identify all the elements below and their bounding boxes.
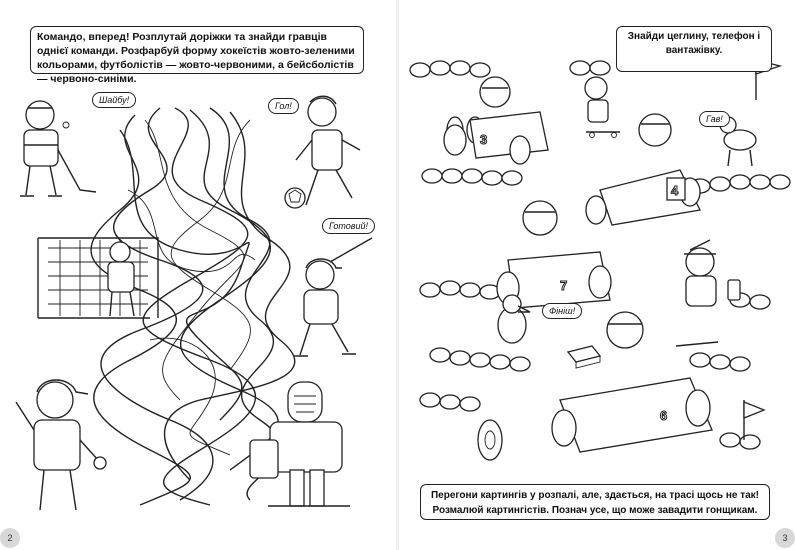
hockey-goal xyxy=(38,238,158,318)
speech-bubble-gotoviy: Готовий! xyxy=(322,218,375,234)
finish-flag xyxy=(744,60,780,440)
kart-7-number: 7 xyxy=(560,278,568,293)
skateboard-kid-right xyxy=(676,240,740,346)
page-number-left: 2 xyxy=(0,528,20,548)
soccer-player xyxy=(285,96,360,208)
speech-bubble-finish: Фініш! xyxy=(542,303,582,319)
left-instructions-text: Командо, вперед! Розплутай доріжки та знайди гравців однієї команди. Розфарбуй форму хокеїстів жовто-зеленими кольорами, футболістів — жовто-червоними, а бейсболістів — червоно-синіми. xyxy=(37,31,355,85)
race-instructions-text: Перегони картингів у розпалі, але, здається, на трасі щось не так! Розмалюй картингістів. Познач усе, що може завадити гонщикам. xyxy=(430,490,760,516)
speech-bubble-gav: Гав! xyxy=(699,111,730,127)
hockey-goalie-bottom xyxy=(250,382,350,506)
brick xyxy=(568,346,600,368)
kart-4 xyxy=(586,114,700,225)
speech-bubble-gol: Гол! xyxy=(268,98,299,114)
race-instructions-box xyxy=(420,484,770,520)
find-task-text: Знайди цеглину, телефон і вантажівку. xyxy=(627,31,761,56)
speech-bubble-shaibu: Шайбу! xyxy=(92,92,136,108)
left-instructions-box xyxy=(30,26,364,85)
hockey-player-top xyxy=(20,101,96,196)
kart-3-number: 3 xyxy=(480,132,488,147)
skateboard-kid-top xyxy=(585,77,620,138)
page-number-right: 3 xyxy=(775,528,795,548)
find-task-box xyxy=(616,26,772,72)
baseball-player-bottom xyxy=(16,380,106,510)
baseball-batter xyxy=(294,238,372,356)
kart-6-number: 6 xyxy=(660,408,668,423)
kart-4-number: 4 xyxy=(671,183,679,198)
kart-6 xyxy=(552,312,712,452)
